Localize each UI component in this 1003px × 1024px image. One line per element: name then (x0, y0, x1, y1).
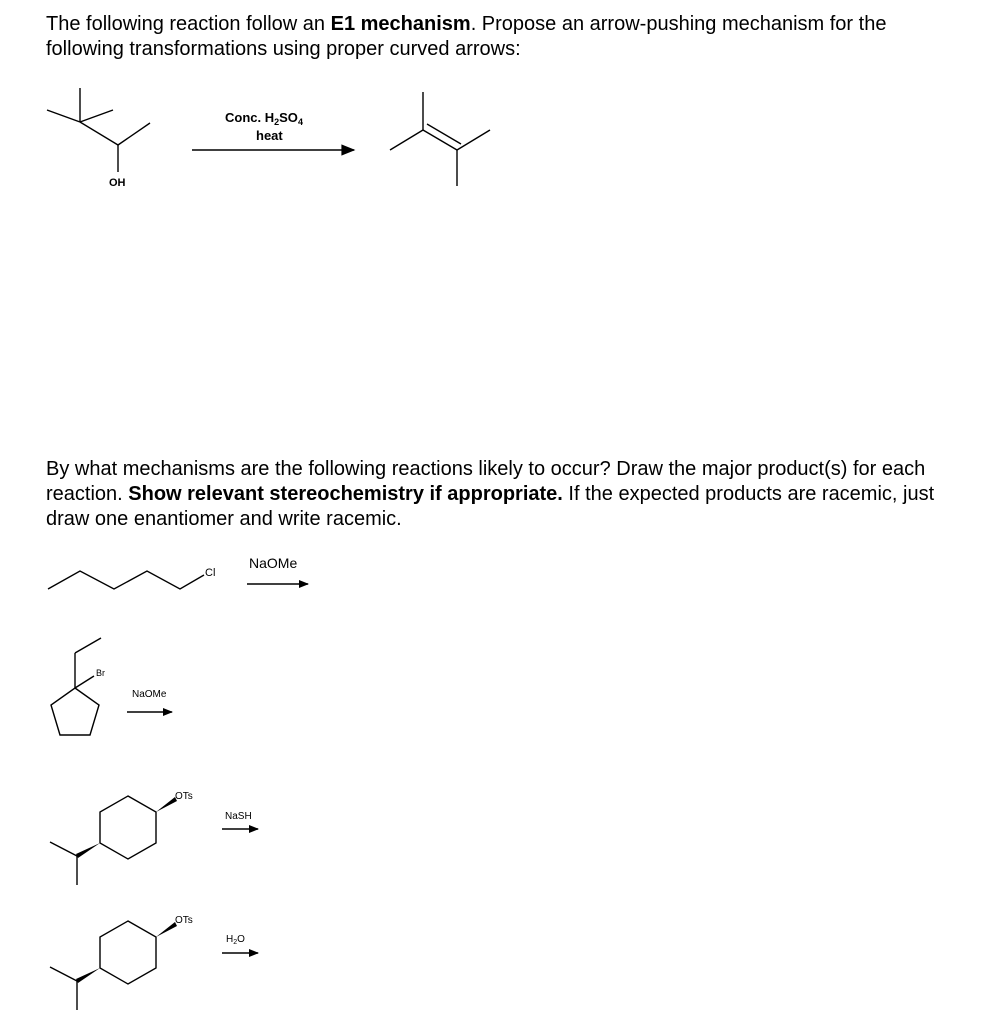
e1-reaction-arrow-group (192, 110, 354, 150)
e1-product-alkene (390, 92, 490, 186)
q2-text-before: By what mechanisms are the following reactions likely to occur? Draw the major product(s) for each reaction. (46, 458, 926, 505)
q1-mechanism-bold: E1 mechanism (330, 13, 471, 35)
e1-reactant-alcohol (47, 88, 150, 189)
q2-stereo-bold: Show relevant stereochemistry if appropriate. (128, 483, 563, 505)
q1-text-after: . Propose an arrow-pushing mechanism for the following transformations using proper curved arrows: (46, 13, 887, 60)
reagent-conc-h2so4: Conc. $H_2SO_4$ (225, 110, 303, 127)
cyclohexyl-tosylate-1 (50, 791, 193, 885)
reagent-h2o: $H_2O$ (226, 934, 245, 946)
alkyl-chloride (48, 567, 215, 589)
reagent-naome-2: NaOMe (132, 689, 167, 700)
cyclohexyl-tosylate-2 (50, 915, 193, 1010)
cl-label: Cl (205, 567, 216, 579)
q2-text-after: If the expected products are racemic, just draw one enantiomer and write racemic. (46, 483, 935, 530)
ots-label-2: OTs (175, 915, 193, 926)
cyclopentyl-bromide (51, 638, 105, 735)
q1-text-before: The following reaction follow an (46, 13, 331, 35)
ots-label-1: OTs (175, 791, 193, 802)
reagent-heat: heat (256, 128, 283, 143)
reagent-nash: NaSH (225, 811, 252, 822)
reagent-naome-1: NaOMe (249, 555, 298, 571)
oh-label: OH (109, 177, 126, 189)
br-label: Br (96, 668, 105, 678)
